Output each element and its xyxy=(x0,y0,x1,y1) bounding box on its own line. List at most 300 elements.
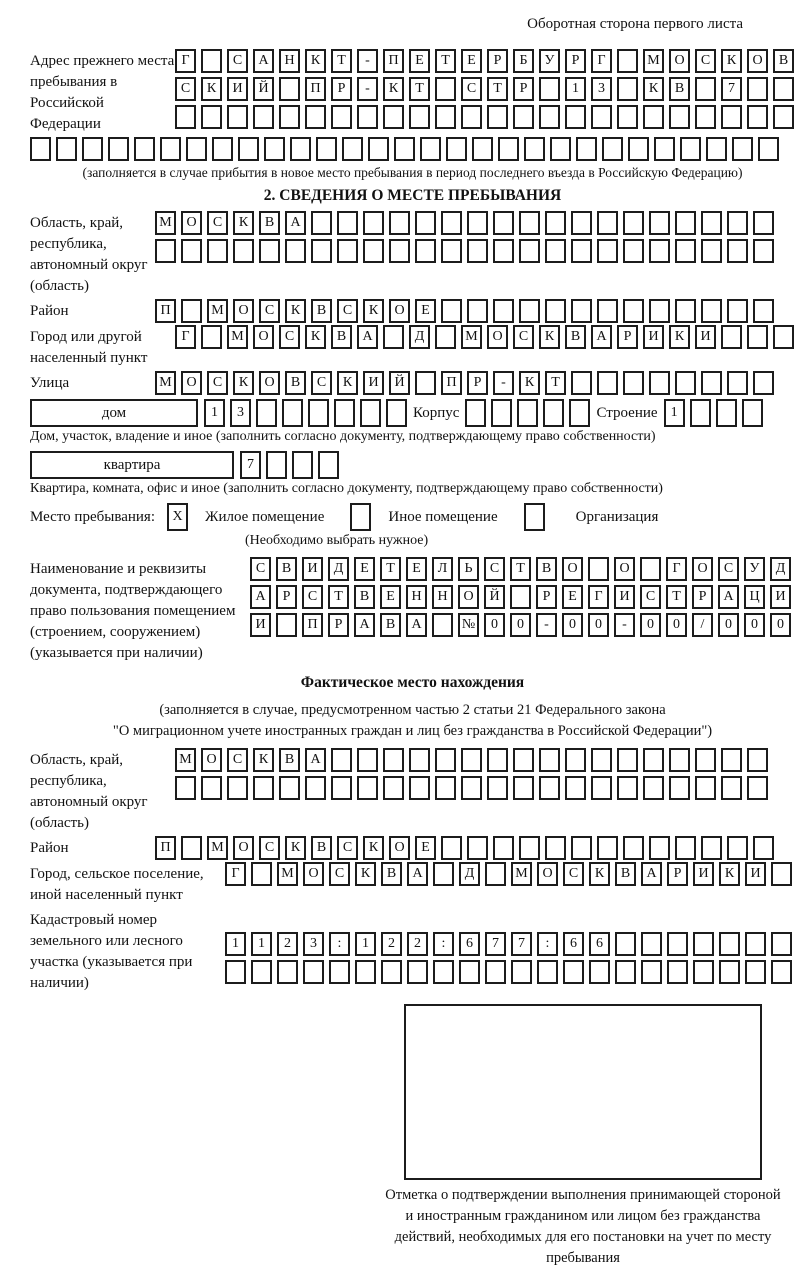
char-box[interactable]: П xyxy=(155,836,176,860)
char-box[interactable] xyxy=(282,399,303,427)
char-box[interactable]: С xyxy=(259,836,280,860)
char-box[interactable]: Г xyxy=(666,557,687,581)
char-box[interactable]: П xyxy=(383,49,404,73)
char-box[interactable]: С xyxy=(227,748,248,772)
char-box[interactable]: : xyxy=(433,932,454,956)
char-box[interactable] xyxy=(571,239,592,263)
char-box[interactable] xyxy=(693,932,714,956)
char-box[interactable]: П xyxy=(155,299,176,323)
char-box[interactable] xyxy=(680,137,701,161)
char-box[interactable] xyxy=(337,239,358,263)
char-box[interactable]: К xyxy=(719,862,740,886)
char-box[interactable]: С xyxy=(250,557,271,581)
char-box[interactable]: Е xyxy=(380,585,401,609)
char-box[interactable]: С xyxy=(329,862,350,886)
char-box[interactable]: А xyxy=(641,862,662,886)
char-box[interactable]: М xyxy=(207,836,228,860)
char-box[interactable]: Л xyxy=(432,557,453,581)
char-box[interactable]: Н xyxy=(279,49,300,73)
char-box[interactable] xyxy=(212,137,233,161)
char-box[interactable] xyxy=(383,748,404,772)
char-box[interactable]: Д xyxy=(459,862,480,886)
char-box[interactable]: 3 xyxy=(591,77,612,101)
char-box[interactable]: В xyxy=(259,211,280,235)
char-box[interactable]: О xyxy=(201,748,222,772)
char-box[interactable] xyxy=(628,137,649,161)
char-box[interactable] xyxy=(493,836,514,860)
char-box[interactable]: 6 xyxy=(459,932,480,956)
char-box[interactable]: К xyxy=(305,325,326,349)
char-box[interactable] xyxy=(433,960,454,984)
char-box[interactable] xyxy=(251,862,272,886)
char-box[interactable]: К xyxy=(721,49,742,73)
char-box[interactable] xyxy=(435,325,456,349)
char-box[interactable]: К xyxy=(285,299,306,323)
char-box[interactable] xyxy=(201,49,222,73)
char-box[interactable]: М xyxy=(155,371,176,395)
char-box[interactable] xyxy=(467,211,488,235)
char-box[interactable] xyxy=(623,239,644,263)
char-box[interactable] xyxy=(30,137,51,161)
char-box[interactable] xyxy=(569,399,590,427)
char-box[interactable]: К xyxy=(253,748,274,772)
char-box[interactable]: 0 xyxy=(744,613,765,637)
char-box[interactable] xyxy=(510,585,531,609)
char-box[interactable] xyxy=(701,299,722,323)
char-box[interactable] xyxy=(279,105,300,129)
char-box[interactable]: 0 xyxy=(640,613,661,637)
char-box[interactable] xyxy=(623,836,644,860)
char-box[interactable] xyxy=(225,960,246,984)
char-box[interactable] xyxy=(565,776,586,800)
char-box[interactable] xyxy=(742,399,763,427)
char-box[interactable] xyxy=(771,960,792,984)
char-box[interactable] xyxy=(472,137,493,161)
char-box[interactable]: А xyxy=(253,49,274,73)
char-box[interactable] xyxy=(727,239,748,263)
char-box[interactable]: Р xyxy=(487,49,508,73)
char-box[interactable] xyxy=(337,211,358,235)
char-box[interactable]: В xyxy=(354,585,375,609)
char-box[interactable] xyxy=(181,299,202,323)
char-box[interactable]: С xyxy=(227,49,248,73)
char-box[interactable]: 1 xyxy=(565,77,586,101)
char-box[interactable] xyxy=(727,371,748,395)
char-box[interactable] xyxy=(773,105,794,129)
char-box[interactable] xyxy=(732,137,753,161)
char-box[interactable]: П xyxy=(441,371,462,395)
char-box[interactable]: Т xyxy=(331,49,352,73)
char-box[interactable]: 1 xyxy=(355,932,376,956)
char-box[interactable] xyxy=(747,748,768,772)
char-box[interactable] xyxy=(773,77,794,101)
char-box[interactable] xyxy=(461,105,482,129)
char-box[interactable]: О xyxy=(537,862,558,886)
char-box[interactable] xyxy=(266,451,287,479)
char-box[interactable] xyxy=(415,239,436,263)
char-box[interactable] xyxy=(134,137,155,161)
char-box[interactable] xyxy=(108,137,129,161)
char-box[interactable] xyxy=(227,105,248,129)
char-box[interactable]: Р xyxy=(513,77,534,101)
char-box[interactable] xyxy=(701,211,722,235)
char-box[interactable] xyxy=(617,49,638,73)
char-box[interactable]: 0 xyxy=(484,613,505,637)
char-box[interactable] xyxy=(695,105,716,129)
char-box[interactable] xyxy=(383,776,404,800)
char-box[interactable]: И xyxy=(693,862,714,886)
char-box[interactable] xyxy=(591,776,612,800)
char-box[interactable]: Е xyxy=(562,585,583,609)
char-box[interactable]: К xyxy=(285,836,306,860)
char-box[interactable]: Й xyxy=(389,371,410,395)
char-box[interactable]: С xyxy=(175,77,196,101)
char-box[interactable] xyxy=(571,371,592,395)
char-box[interactable]: А xyxy=(250,585,271,609)
char-box[interactable]: С xyxy=(337,299,358,323)
char-box[interactable]: Т xyxy=(545,371,566,395)
char-box[interactable]: С xyxy=(259,299,280,323)
char-box[interactable] xyxy=(360,399,381,427)
char-box[interactable] xyxy=(368,137,389,161)
char-box[interactable]: И xyxy=(745,862,766,886)
char-box[interactable]: О xyxy=(181,371,202,395)
char-box[interactable]: Н xyxy=(432,585,453,609)
char-box[interactable] xyxy=(721,776,742,800)
char-box[interactable]: А xyxy=(407,862,428,886)
char-box[interactable] xyxy=(383,325,404,349)
char-box[interactable]: К xyxy=(519,371,540,395)
char-box[interactable] xyxy=(727,211,748,235)
char-box[interactable] xyxy=(747,325,768,349)
char-box[interactable]: Е xyxy=(461,49,482,73)
char-box[interactable]: У xyxy=(539,49,560,73)
char-box[interactable]: 7 xyxy=(240,451,261,479)
char-box[interactable]: Р xyxy=(565,49,586,73)
char-box[interactable]: Р xyxy=(328,613,349,637)
char-box[interactable] xyxy=(432,613,453,637)
char-box[interactable] xyxy=(669,776,690,800)
char-box[interactable]: Р xyxy=(276,585,297,609)
char-box[interactable] xyxy=(721,105,742,129)
char-box[interactable]: В xyxy=(380,613,401,637)
char-box[interactable]: - xyxy=(493,371,514,395)
char-box[interactable] xyxy=(597,239,618,263)
char-box[interactable]: Р xyxy=(617,325,638,349)
char-box[interactable] xyxy=(649,836,670,860)
char-box[interactable]: Е xyxy=(354,557,375,581)
char-box[interactable] xyxy=(279,77,300,101)
char-box[interactable]: Р xyxy=(667,862,688,886)
char-box[interactable]: Г xyxy=(175,325,196,349)
char-box[interactable] xyxy=(467,836,488,860)
char-box[interactable] xyxy=(753,836,774,860)
char-box[interactable] xyxy=(357,776,378,800)
char-box[interactable] xyxy=(773,325,794,349)
char-box[interactable] xyxy=(467,299,488,323)
char-box[interactable] xyxy=(389,211,410,235)
char-box[interactable] xyxy=(227,776,248,800)
char-box[interactable] xyxy=(543,399,564,427)
char-box[interactable] xyxy=(753,239,774,263)
char-box[interactable]: К xyxy=(233,371,254,395)
char-box[interactable] xyxy=(669,105,690,129)
char-box[interactable] xyxy=(264,137,285,161)
char-box[interactable] xyxy=(160,137,181,161)
char-box[interactable] xyxy=(409,105,430,129)
char-box[interactable]: К xyxy=(669,325,690,349)
char-box[interactable] xyxy=(363,239,384,263)
char-box[interactable]: С xyxy=(337,836,358,860)
char-box[interactable] xyxy=(465,399,486,427)
char-box[interactable] xyxy=(643,748,664,772)
char-box[interactable]: : xyxy=(329,932,350,956)
char-box[interactable] xyxy=(667,960,688,984)
char-box[interactable] xyxy=(539,748,560,772)
char-box[interactable]: Е xyxy=(415,299,436,323)
char-box[interactable]: Т xyxy=(666,585,687,609)
char-box[interactable] xyxy=(290,137,311,161)
char-box[interactable] xyxy=(459,960,480,984)
char-box[interactable]: Д xyxy=(328,557,349,581)
char-box[interactable]: Д xyxy=(770,557,791,581)
char-box[interactable]: № xyxy=(458,613,479,637)
char-box[interactable]: К xyxy=(363,836,384,860)
char-box[interactable]: Ь xyxy=(458,557,479,581)
char-box[interactable] xyxy=(753,371,774,395)
char-box[interactable] xyxy=(576,137,597,161)
char-box[interactable]: В xyxy=(311,299,332,323)
char-box[interactable]: В xyxy=(773,49,794,73)
char-box[interactable]: Р xyxy=(536,585,557,609)
char-box[interactable] xyxy=(675,299,696,323)
char-box[interactable]: К xyxy=(337,371,358,395)
char-box[interactable] xyxy=(539,776,560,800)
char-box[interactable] xyxy=(485,862,506,886)
char-box[interactable] xyxy=(493,239,514,263)
char-box[interactable] xyxy=(461,776,482,800)
char-box[interactable] xyxy=(435,105,456,129)
char-box[interactable]: И xyxy=(227,77,248,101)
char-box[interactable] xyxy=(513,748,534,772)
char-box[interactable] xyxy=(82,137,103,161)
char-box[interactable]: И xyxy=(614,585,635,609)
char-box[interactable] xyxy=(394,137,415,161)
char-box[interactable]: 6 xyxy=(589,932,610,956)
char-box[interactable] xyxy=(238,137,259,161)
char-box[interactable]: М xyxy=(155,211,176,235)
char-box[interactable] xyxy=(602,137,623,161)
char-box[interactable] xyxy=(308,399,329,427)
char-box[interactable]: Г xyxy=(588,585,609,609)
char-box[interactable]: М xyxy=(207,299,228,323)
char-box[interactable]: Е xyxy=(415,836,436,860)
char-box[interactable]: 1 xyxy=(225,932,246,956)
char-box[interactable] xyxy=(511,960,532,984)
char-box[interactable] xyxy=(649,211,670,235)
checkbox-zhiloe[interactable]: X xyxy=(167,503,188,531)
char-box[interactable] xyxy=(545,211,566,235)
char-box[interactable]: О xyxy=(389,836,410,860)
char-box[interactable]: С xyxy=(484,557,505,581)
char-box[interactable]: 0 xyxy=(718,613,739,637)
char-box[interactable] xyxy=(706,137,727,161)
char-box[interactable] xyxy=(493,211,514,235)
char-box[interactable] xyxy=(311,239,332,263)
char-box[interactable] xyxy=(487,776,508,800)
char-box[interactable]: 2 xyxy=(381,932,402,956)
char-box[interactable] xyxy=(545,299,566,323)
char-box[interactable]: Й xyxy=(253,77,274,101)
char-box[interactable] xyxy=(545,836,566,860)
char-box[interactable]: О xyxy=(669,49,690,73)
char-box[interactable] xyxy=(276,613,297,637)
char-box[interactable] xyxy=(56,137,77,161)
char-box[interactable]: Т xyxy=(380,557,401,581)
char-box[interactable] xyxy=(758,137,779,161)
char-box[interactable] xyxy=(303,960,324,984)
char-box[interactable] xyxy=(615,960,636,984)
char-box[interactable] xyxy=(695,776,716,800)
char-box[interactable] xyxy=(207,239,228,263)
char-box[interactable] xyxy=(641,932,662,956)
char-box[interactable]: С xyxy=(311,371,332,395)
char-box[interactable] xyxy=(643,776,664,800)
char-box[interactable] xyxy=(649,299,670,323)
char-box[interactable] xyxy=(571,211,592,235)
char-box[interactable] xyxy=(591,105,612,129)
char-box[interactable]: О xyxy=(181,211,202,235)
char-box[interactable] xyxy=(357,105,378,129)
char-box[interactable] xyxy=(545,239,566,263)
char-box[interactable] xyxy=(623,211,644,235)
char-box[interactable] xyxy=(745,932,766,956)
char-box[interactable] xyxy=(524,137,545,161)
char-box[interactable] xyxy=(693,960,714,984)
char-box[interactable]: О xyxy=(259,371,280,395)
char-box[interactable]: В xyxy=(285,371,306,395)
char-box[interactable] xyxy=(331,748,352,772)
char-box[interactable]: - xyxy=(614,613,635,637)
char-box[interactable] xyxy=(597,371,618,395)
char-box[interactable]: Т xyxy=(328,585,349,609)
char-box[interactable]: С xyxy=(207,211,228,235)
char-box[interactable] xyxy=(563,960,584,984)
char-box[interactable]: П xyxy=(305,77,326,101)
char-box[interactable] xyxy=(409,776,430,800)
char-box[interactable] xyxy=(331,105,352,129)
char-box[interactable] xyxy=(279,776,300,800)
char-box[interactable]: - xyxy=(536,613,557,637)
char-box[interactable]: А xyxy=(406,613,427,637)
char-box[interactable] xyxy=(381,960,402,984)
char-box[interactable]: И xyxy=(250,613,271,637)
char-box[interactable]: 2 xyxy=(407,932,428,956)
char-box[interactable] xyxy=(643,105,664,129)
char-box[interactable] xyxy=(701,836,722,860)
char-box[interactable] xyxy=(256,399,277,427)
char-box[interactable]: О xyxy=(487,325,508,349)
checkbox-organizaciya[interactable] xyxy=(524,503,545,531)
char-box[interactable] xyxy=(407,960,428,984)
char-box[interactable]: Т xyxy=(435,49,456,73)
char-box[interactable] xyxy=(667,932,688,956)
char-box[interactable]: Р xyxy=(331,77,352,101)
char-box[interactable]: В xyxy=(279,748,300,772)
char-box[interactable]: 7 xyxy=(721,77,742,101)
char-box[interactable]: - xyxy=(357,49,378,73)
char-box[interactable] xyxy=(441,211,462,235)
char-box[interactable] xyxy=(617,776,638,800)
char-box[interactable]: Т xyxy=(510,557,531,581)
char-box[interactable]: 0 xyxy=(770,613,791,637)
char-box[interactable] xyxy=(539,105,560,129)
char-box[interactable] xyxy=(175,776,196,800)
char-box[interactable] xyxy=(747,105,768,129)
char-box[interactable] xyxy=(305,105,326,129)
char-box[interactable] xyxy=(597,211,618,235)
char-box[interactable] xyxy=(357,748,378,772)
char-box[interactable] xyxy=(201,325,222,349)
char-box[interactable]: В xyxy=(331,325,352,349)
char-box[interactable]: 7 xyxy=(485,932,506,956)
char-box[interactable] xyxy=(513,776,534,800)
char-box[interactable]: 1 xyxy=(664,399,685,427)
char-box[interactable] xyxy=(420,137,441,161)
char-box[interactable]: М xyxy=(461,325,482,349)
char-box[interactable]: М xyxy=(175,748,196,772)
char-box[interactable] xyxy=(253,105,274,129)
char-box[interactable]: А xyxy=(354,613,375,637)
char-box[interactable]: 0 xyxy=(666,613,687,637)
char-box[interactable] xyxy=(753,299,774,323)
char-box[interactable] xyxy=(565,105,586,129)
char-box[interactable]: О xyxy=(562,557,583,581)
char-box[interactable]: 3 xyxy=(230,399,251,427)
char-box[interactable] xyxy=(617,77,638,101)
char-box[interactable]: А xyxy=(591,325,612,349)
char-box[interactable]: К xyxy=(539,325,560,349)
char-box[interactable] xyxy=(329,960,350,984)
char-box[interactable]: : xyxy=(537,932,558,956)
char-box[interactable] xyxy=(597,836,618,860)
char-box[interactable] xyxy=(519,299,540,323)
char-box[interactable] xyxy=(285,239,306,263)
char-box[interactable]: О xyxy=(303,862,324,886)
char-box[interactable] xyxy=(155,239,176,263)
char-box[interactable] xyxy=(695,748,716,772)
char-box[interactable]: Р xyxy=(467,371,488,395)
char-box[interactable] xyxy=(485,960,506,984)
char-box[interactable] xyxy=(487,105,508,129)
char-box[interactable]: - xyxy=(357,77,378,101)
char-box[interactable]: М xyxy=(511,862,532,886)
char-box[interactable]: В xyxy=(381,862,402,886)
char-box[interactable]: Н xyxy=(406,585,427,609)
char-box[interactable] xyxy=(253,776,274,800)
char-box[interactable] xyxy=(771,932,792,956)
char-box[interactable] xyxy=(701,239,722,263)
checkbox-inoe[interactable] xyxy=(350,503,371,531)
char-box[interactable]: К xyxy=(305,49,326,73)
char-box[interactable]: И xyxy=(695,325,716,349)
char-box[interactable] xyxy=(695,77,716,101)
char-box[interactable] xyxy=(363,211,384,235)
char-box[interactable]: С xyxy=(563,862,584,886)
char-box[interactable]: Г xyxy=(175,49,196,73)
char-box[interactable] xyxy=(615,932,636,956)
char-box[interactable]: И xyxy=(643,325,664,349)
